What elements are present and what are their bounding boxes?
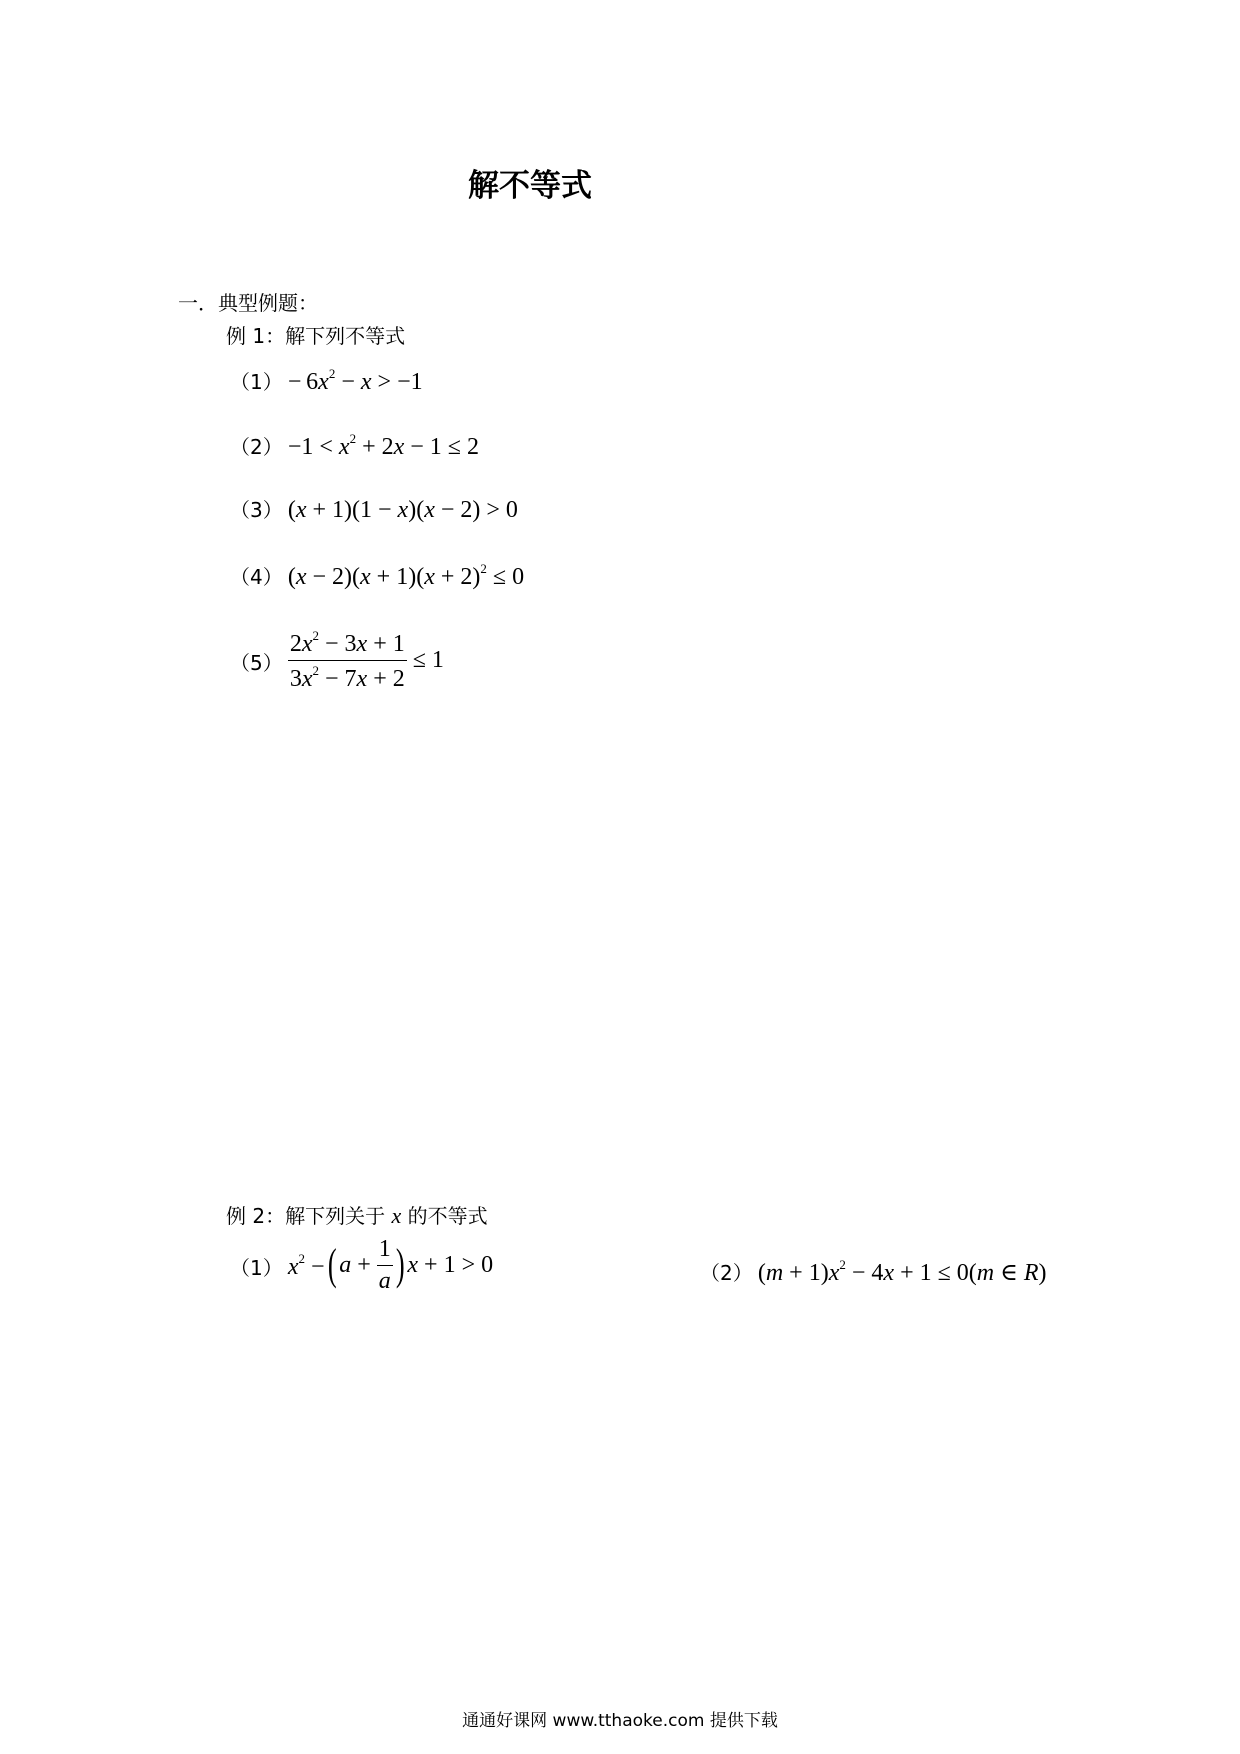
item-number: （1） xyxy=(230,1256,283,1281)
page-title: 解不等式 xyxy=(468,168,592,204)
fraction: $\frac{1}{a}$ xyxy=(378,1236,391,1294)
math-expression: − $6x^2 - x > -1$ xyxy=(287,366,423,395)
math-expression: $\frac{2x^2 - 3x + 1}{3x^2 - 7x + 2}$ ≤ 1 xyxy=(289,628,444,692)
item-number: （3） xyxy=(230,498,283,522)
section-heading: 一．典型例题： xyxy=(178,291,318,315)
math-expression: (x + 1)(1 − x)(x − 2) > 0 xyxy=(287,497,518,523)
page-footer: 通通好课网 www.tthaoke.com 提供下载 xyxy=(462,1711,778,1731)
ex2-item-2 xyxy=(700,1257,1047,1287)
math-expression: $x^2$ −( a + $\frac{1}{a}$ ) x + 1 > 0 xyxy=(287,1236,494,1294)
ex1-item-3 xyxy=(230,494,518,524)
ex1-item-4 xyxy=(230,561,524,591)
math-expression: $-1 < x^2 + 2x - 1 \le 2$ xyxy=(287,431,479,460)
item-number: （1） xyxy=(230,370,283,394)
ex1-item-5 xyxy=(230,628,444,693)
item-number: （5） xyxy=(230,651,283,676)
example1-label: 例 1：解下列不等式 xyxy=(226,324,406,348)
ex1-item-2 xyxy=(230,431,479,461)
item-number: （4） xyxy=(230,565,283,589)
ex1-item-1 xyxy=(230,366,423,396)
math-expression: $(x - 2)(x + 1)(x + 2)^2 \le 0$ xyxy=(287,561,525,590)
item-number: （2） xyxy=(700,1261,753,1285)
ex2-item-1 xyxy=(230,1236,493,1295)
fraction: $\frac{2x^2 - 3x + 1}{3x^2 - 7x + 2}$ xyxy=(289,628,405,692)
example2-label: 例 2：解下列关于 x 的不等式 xyxy=(226,1203,488,1228)
math-expression: $(m + 1)x^2 - 4x + 1 \le 0(m$ ∈ R) xyxy=(757,1257,1047,1286)
item-number: （2） xyxy=(230,435,283,459)
